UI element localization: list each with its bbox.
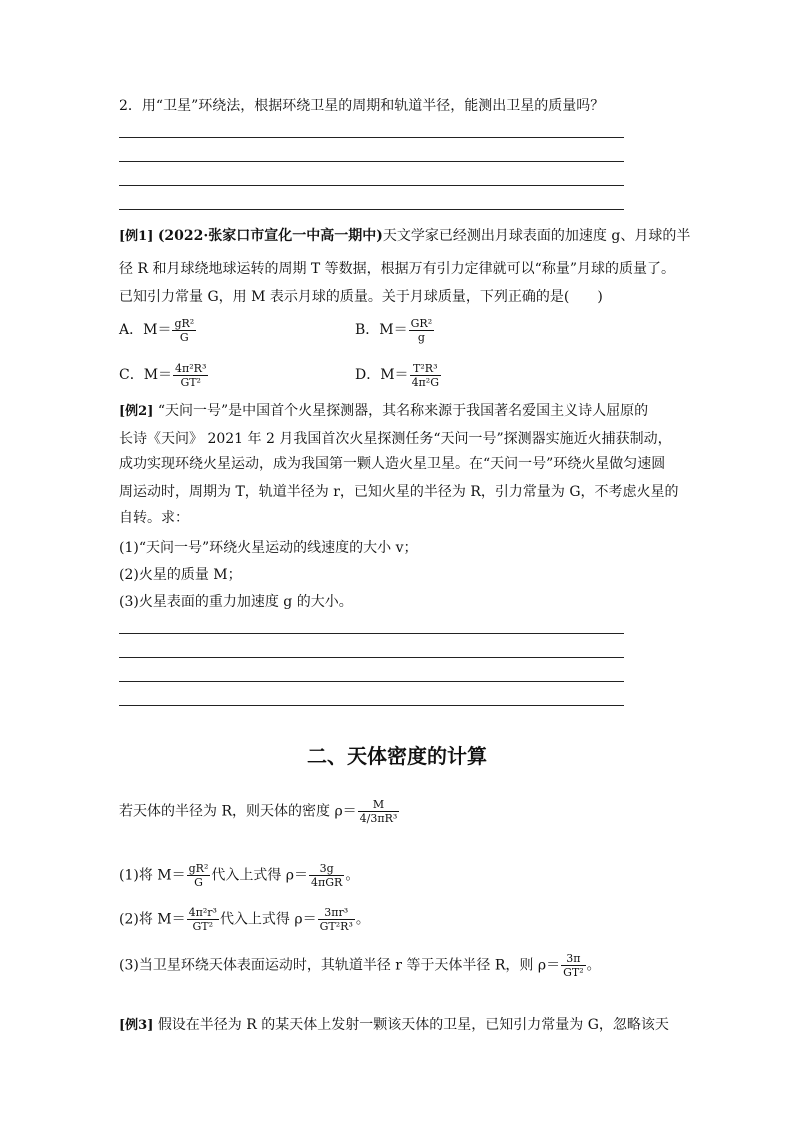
example-3-text: 假设在半径为 R 的某天体上发射一颗该天体的卫星，已知引力常量为 G，忽略该天 bbox=[157, 1017, 669, 1033]
option-d[interactable] bbox=[355, 361, 442, 389]
answer-line bbox=[119, 209, 624, 210]
example-2-sub-2: (2)火星的质量 M； bbox=[119, 567, 242, 583]
option-d-den: 4π²G bbox=[411, 375, 439, 389]
example-1-line-1 bbox=[119, 226, 691, 247]
item-1-end: 。 bbox=[345, 867, 360, 884]
item-2-text-b: 代入上式得 ρ＝ bbox=[219, 911, 317, 928]
answer-line bbox=[119, 161, 624, 162]
example-2-sub-1: (1)“天问一号”环绕火星运动的线速度的大小 v； bbox=[119, 540, 418, 556]
option-a-label: A．M＝ bbox=[119, 322, 172, 338]
answer-line bbox=[119, 633, 624, 634]
example-2-tag: [例2] bbox=[119, 404, 154, 419]
answer-line bbox=[119, 137, 624, 138]
option-c-num: 4π²R³ bbox=[175, 361, 207, 375]
option-c-label: C．M＝ bbox=[119, 367, 173, 383]
item-3-fraction-rho bbox=[561, 952, 586, 979]
density-fraction bbox=[358, 798, 400, 825]
example-1-line-2: 径 R 和月球绕地球运转的周期 T 等数据，根据万有引力定律就可以“称量”月球的质量了。 bbox=[119, 261, 675, 277]
example-2-line-2: 长诗《天问》 2021 年 2 月我国首次火星探测任务“天问一号”探测器实施近火捕获制动， bbox=[119, 431, 672, 447]
item-1-rho-den: 4πGR bbox=[311, 876, 343, 889]
item-1-fraction-rho bbox=[309, 862, 344, 889]
item-2-end: 。 bbox=[355, 911, 370, 928]
option-d-num: T²R³ bbox=[410, 362, 441, 376]
density-item-1 bbox=[119, 862, 679, 889]
example-2-text: “天问一号”是中国首个火星探测器，其名称来源于我国著名爱国主义诗人屈原的 bbox=[157, 403, 649, 419]
option-d-label: D．M＝ bbox=[355, 367, 409, 383]
item-1-m-num: gR² bbox=[188, 862, 209, 875]
option-b-fraction bbox=[409, 317, 434, 344]
option-b-label: B．M＝ bbox=[355, 322, 408, 338]
item-2-fraction-rho bbox=[318, 906, 355, 933]
item-3-rho-den: GT² bbox=[563, 966, 584, 979]
answer-line bbox=[119, 705, 624, 706]
example-2-line-5: 自转。求： bbox=[119, 510, 189, 526]
item-1-fraction-m bbox=[187, 862, 211, 889]
density-item-3 bbox=[119, 952, 679, 979]
example-1-text: 天文学家已经测出月球表面的加速度 g、月球的半 bbox=[382, 228, 691, 244]
item-3-end: 。 bbox=[586, 957, 601, 974]
item-2-fraction-m bbox=[187, 906, 219, 933]
option-a-den: G bbox=[179, 330, 189, 344]
option-c-den: GT² bbox=[180, 375, 201, 389]
example-1-line-3: 已知引力常量 G，用 M 表示月球的质量。关于月球质量，下列正确的是( ) bbox=[119, 289, 603, 305]
example-1-tag: [例1] bbox=[119, 229, 154, 244]
item-2-rho-den: GT²R³ bbox=[319, 920, 353, 933]
item-1-m-den: G bbox=[194, 876, 203, 889]
example-1-source: (2022·张家口市宣化一中高一期中) bbox=[157, 228, 383, 244]
density-item-2 bbox=[119, 906, 679, 933]
example-2-sub-3: (3)火星表面的重力加速度 g 的大小。 bbox=[119, 594, 353, 610]
answer-line bbox=[119, 657, 624, 658]
answer-line bbox=[119, 185, 624, 186]
item-1-text-b: 代入上式得 ρ＝ bbox=[211, 867, 309, 884]
option-c-fraction bbox=[173, 362, 208, 389]
item-3-text-a: (3)当卫星环绕天体表面运动时，其轨道半径 r 等于天体半径 R，则 ρ＝ bbox=[119, 957, 561, 974]
option-b-num: GR² bbox=[410, 316, 433, 330]
example-2-line-4: 周运动时，周期为 T，轨道半径为 r，已知火星的半径为 R，引力常量为 G，不考虑火星的 bbox=[119, 484, 679, 500]
option-c[interactable] bbox=[119, 361, 209, 389]
item-1-rho-num: 3g bbox=[309, 862, 344, 876]
section-heading: 二、天体密度的计算 bbox=[307, 744, 487, 768]
density-den: 4/3πR³ bbox=[359, 812, 398, 825]
density-num: M bbox=[358, 798, 400, 812]
item-2-text-a: (2)将 M＝ bbox=[119, 911, 186, 928]
option-a[interactable] bbox=[119, 316, 197, 344]
item-1-text-a: (1)将 M＝ bbox=[119, 867, 186, 884]
option-d-fraction bbox=[410, 362, 441, 389]
density-intro-text: 若天体的半径为 R，则天体的密度 ρ＝ bbox=[119, 803, 357, 820]
item-3-rho-num: 3π bbox=[561, 952, 586, 966]
answer-line bbox=[119, 681, 624, 682]
option-b[interactable] bbox=[355, 316, 435, 344]
example-3-line-1 bbox=[119, 1015, 679, 1036]
item-2-rho-num: 3πr³ bbox=[318, 906, 355, 920]
item-2-m-den: GT² bbox=[192, 920, 214, 933]
option-a-num: gR² bbox=[174, 316, 195, 330]
example-2-line-1 bbox=[119, 401, 679, 422]
question-2: 2．用“卫星”环绕法，根据环绕卫星的周期和轨道半径，能测出卫星的质量吗？ bbox=[119, 98, 605, 114]
density-intro bbox=[119, 798, 679, 825]
example-3-tag: [例3] bbox=[119, 1018, 154, 1033]
example-2-line-3: 成功实现环绕火星运动，成为我国第一颗人造火星卫星。在“天问一号”环绕火星做匀速圆 bbox=[119, 456, 666, 472]
item-2-m-num: 4π²r³ bbox=[188, 906, 217, 919]
option-b-den: g bbox=[417, 330, 425, 344]
option-a-fraction bbox=[172, 317, 196, 344]
